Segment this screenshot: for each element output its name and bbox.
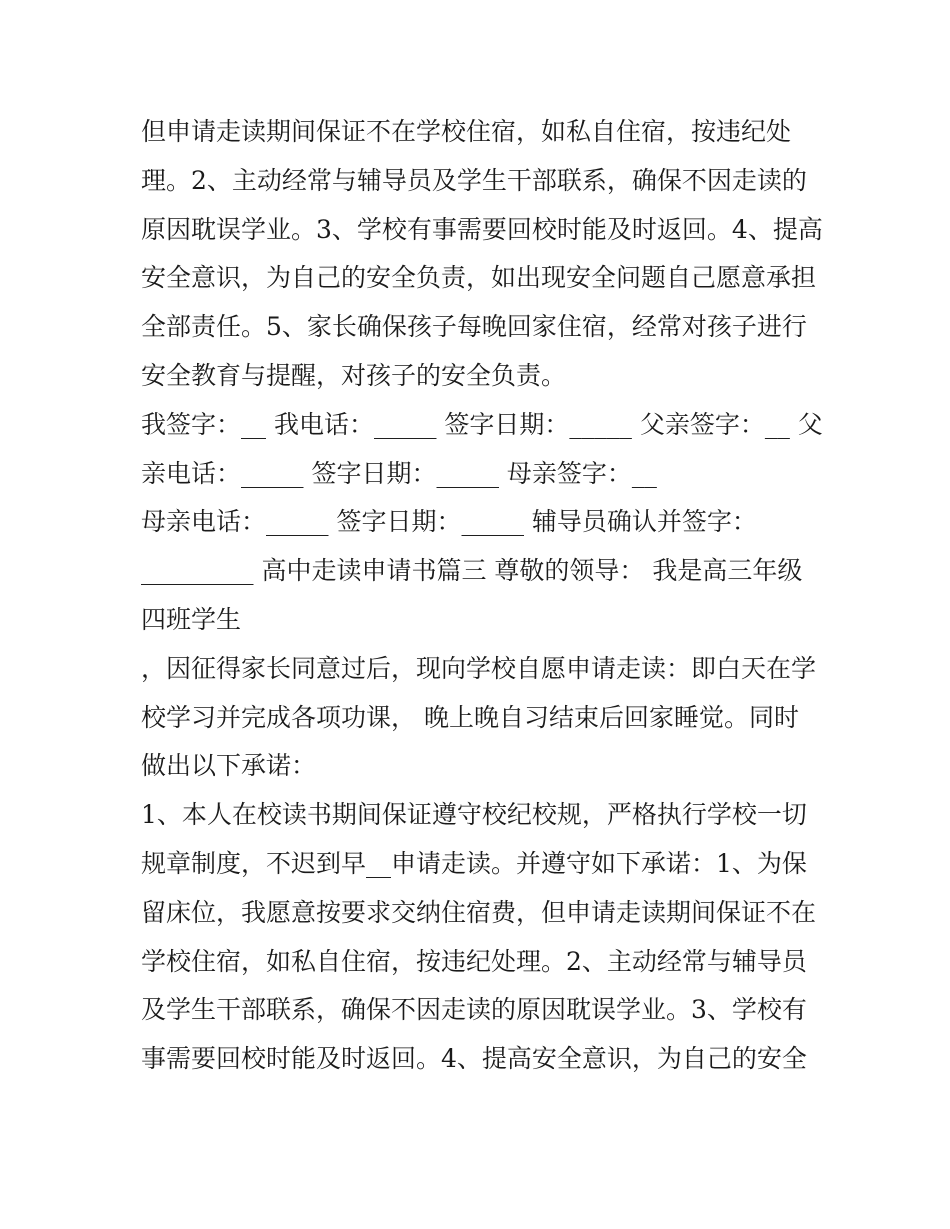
text-line: 事需要回校时能及时返回。4、提高安全意识，为自己的安全 xyxy=(141,1044,807,1074)
signature-line: 亲电话：_____ 签字日期：_____ 母亲签字：__ xyxy=(141,458,657,488)
text-line: 规章制度，不迟到早__申请走读。并遵守如下承诺：1、为保 xyxy=(141,848,807,878)
text-line: 但申请走读期间保证不在学校住宿，如私自住宿，按违纪处 xyxy=(141,117,792,146)
text-line: _________ 高中走读申请书篇三 尊敬的领导： 我是高三年级 xyxy=(141,556,803,586)
text-line: 校学习并完成各项功课， 晚上晚自习结束后回家睡觉。同时 xyxy=(141,702,799,732)
text-line: 原因耽误学业。3、学校有事需要回校时能及时返回。4、提高 xyxy=(141,214,823,244)
text-line: 1、本人在校读书期间保证遵守校纪校规，严格执行学校一切 xyxy=(141,800,807,830)
text-line: 四班学生 xyxy=(141,604,242,634)
text-line: 及学生干部联系，确保不因走读的原因耽误学业。3、学校有 xyxy=(141,995,807,1025)
text-line: 安全意识，为自己的安全负责，如出现安全问题自己愿意承担 xyxy=(141,263,817,293)
text-line: 学校住宿，如私自住宿，按违纪处理。2、主动经常与辅导员 xyxy=(141,946,807,976)
text-line: 全部责任。5、家长确保孩子每晚回家住宿，经常对孩子进行 xyxy=(141,312,807,342)
document-body xyxy=(141,108,821,1084)
text-line: 理。2、主动经常与辅导员及学生干部联系，确保不因走读的 xyxy=(141,165,807,195)
text-line: 安全教育与提醒，对孩子的安全负责。 xyxy=(141,360,567,390)
text-line: 做出以下承诺： xyxy=(141,751,317,781)
text-line: ，因征得家长同意过后，现向学校自愿申请走读：即白天在学 xyxy=(141,653,817,683)
signature-line: 我签字：__ 我电话：_____ 签字日期：_____ 父亲签字：__ 父 xyxy=(141,409,823,439)
signature-line: 母亲电话：_____ 签字日期：_____ 辅导员确认并签字： xyxy=(141,507,757,537)
text-line: 留床位，我愿意按要求交纳住宿费，但申请走读期间保证不在 xyxy=(141,897,817,927)
